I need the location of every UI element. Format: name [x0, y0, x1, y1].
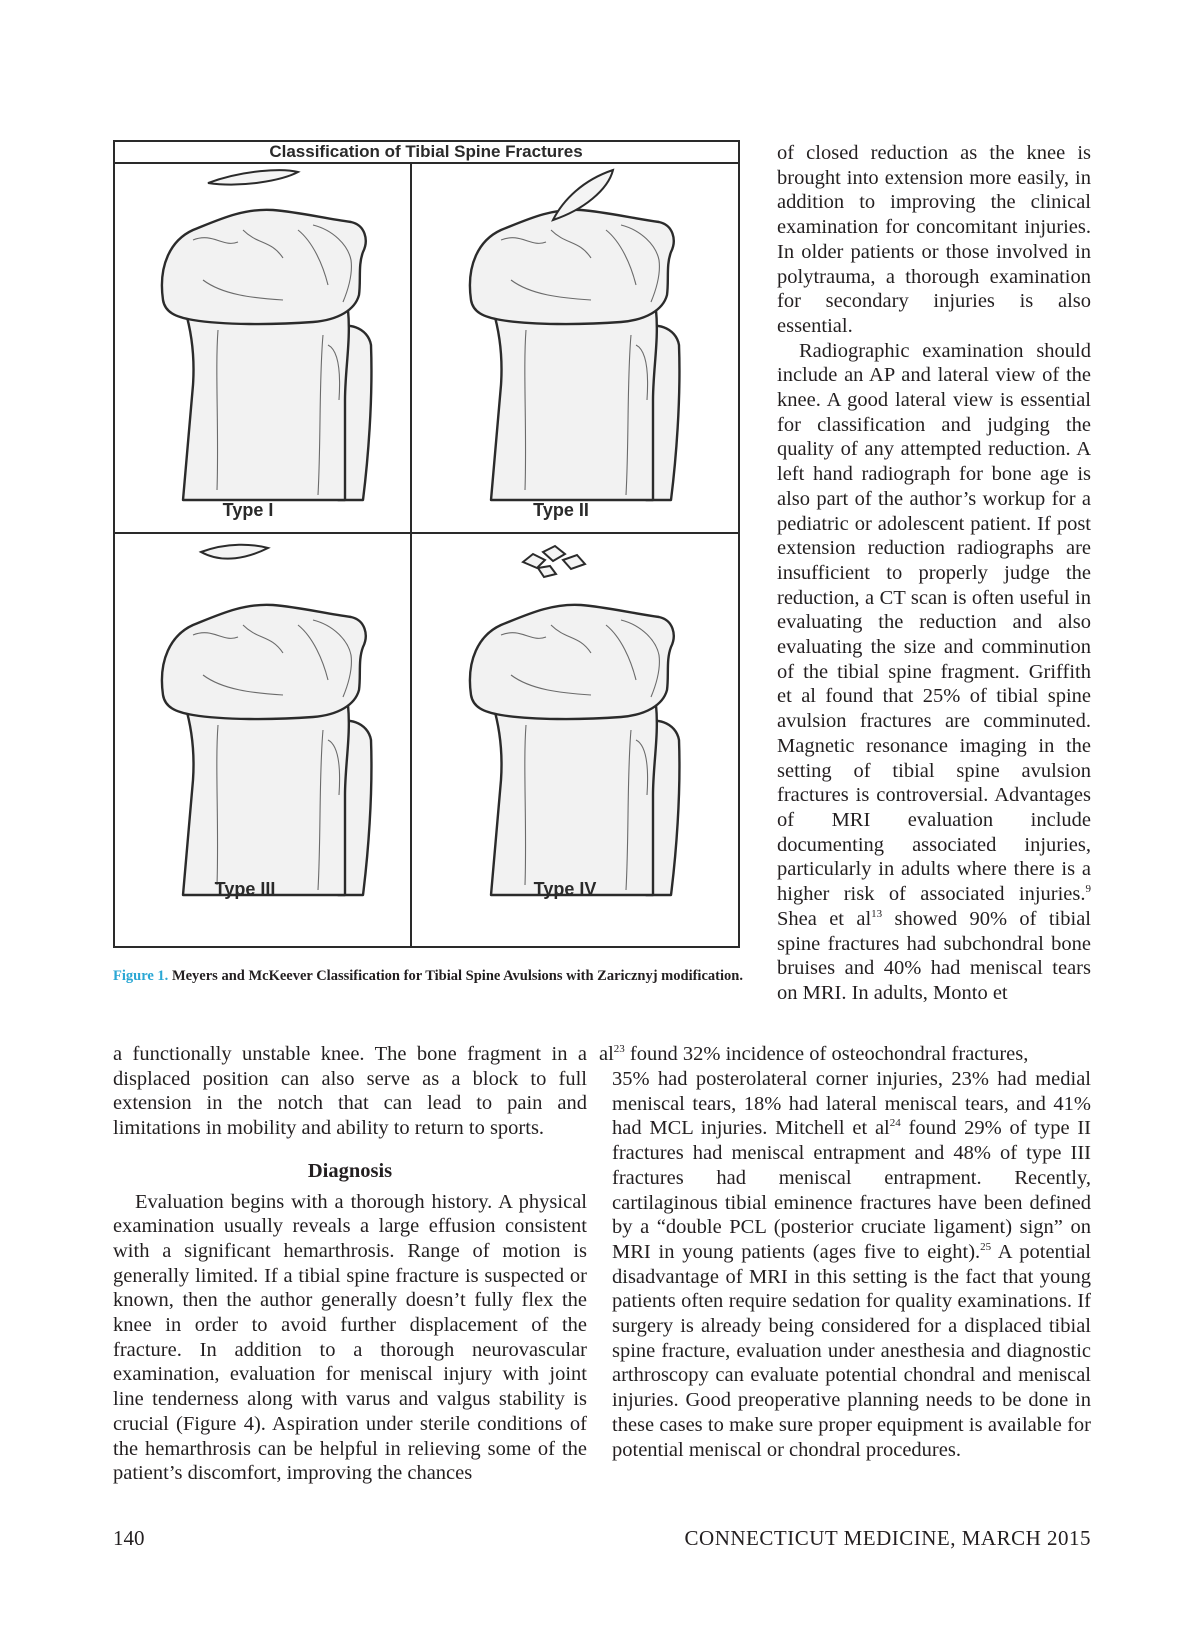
- paragraph-evaluation: Evaluation begins with a thorough history. A physical examination usually reveals a large effusion consistent with a significant hemarthrosis. Range of motion is generally limited. If a tibial spine fracture is suspected or known, then the author generally doesn’t fully flex the knee in order to avoid further displacement of the fracture. In addition to a thorough neurovascular examination, evaluation for meniscal injury with joint line tenderness along with varus and valgus stability is crucial (Figure 4). Aspiration under sterile conditions of the hemarthrosis can be helpful in relieving some of the patient’s discomfort, improving the chances: [113, 1190, 587, 1485]
- figure-title: Classification of Tibial Spine Fractures: [269, 142, 583, 161]
- paragraph-shea-continued: showed 90% of tibial spine fractures had subchondral bone bruises and 40% had meniscal tears on MRI. In adults, Monto et: [777, 907, 1091, 1004]
- section-heading-diagnosis: Diagnosis: [307, 1159, 393, 1182]
- left-column-bottom: [113, 1042, 587, 1486]
- paragraph-shea-text: Shea et al: [777, 907, 872, 930]
- monto-incidence-text: found 32% incidence of osteochondral fractures,: [624, 1043, 1029, 1065]
- mri-findings-text: 35% had posterolateral corner injuries, 23% had medial meniscal tears, 18% had lateral meniscal tears, and 41% had MCL injuries. Mitchell et al: [612, 1068, 1091, 1140]
- right-column-bottom-first-line: [599, 1042, 1091, 1067]
- figure-caption: [113, 967, 753, 985]
- panel-label-type-iv: Type IV: [533, 879, 597, 899]
- panel-label-type-i: Type I: [222, 500, 274, 520]
- mri-findings-continued: found 29% of type II fractures had meniscal entrapment and 48% of type III fractures had meniscal entrapment. Recently, cartilaginous tibial eminence fractures have been defined by a “double PCL (posterior cruciate ligament) sign” on MRI in young patients (ages five to eight).: [612, 1117, 1091, 1263]
- right-column-top: [777, 141, 1091, 1006]
- page-number: 140: [113, 1526, 145, 1550]
- monto-al: al: [599, 1043, 614, 1065]
- citation-25: 25: [980, 1240, 992, 1253]
- citation-23: 23: [613, 1043, 625, 1055]
- mri-disadvantage-text: A potential disadvantage of MRI in this setting is the fact that young patients often require sedation for quality examinations. If surgery is already being considered for a displaced tibial spine fracture, evaluation under anesthesia and diagnostic arthroscopy can evaluate potential chondral and meniscal injuries. Good preoperative planning needs to be done in these cases to make sure proper equipment is available for potential meniscal or chondral procedures.: [612, 1240, 1091, 1461]
- paragraph-mri-findings: [612, 1067, 1091, 1462]
- citation-9: 9: [1085, 883, 1091, 896]
- figure-caption-text: Meyers and McKeever Classification for Tibial Spine Avulsions with Zaricznyj modification.: [168, 968, 743, 984]
- panel-label-type-ii: Type II: [533, 500, 589, 520]
- panel-label-type-iii: Type III: [214, 879, 276, 899]
- figure-drawing: [113, 140, 740, 949]
- paragraph-radiographic-exam: [777, 339, 1091, 1006]
- paragraph-radiographic-text: Radiographic examination should include an AP and lateral view of the knee. A good lateral view is essential for classification and judging the quality of any attempted reduction. A left hand radiograph for bone age is also part of the author’s workup for a pediatric or adolescent patient. If post extension reduction radiographs are insufficient to properly judge the reduction, a CT scan is often useful in evaluating the reduction and also evaluating the size and comminution of the tibial spine fragment. Griffith et al found that 25% of tibial spine avulsion fractures are comminuted. Magnetic resonance imaging in the setting of tibial spine avulsion fractures is controversial. Advantages of MRI evaluation include documenting associated injuries, particularly in adults where there is a higher risk of associated injuries.: [777, 339, 1091, 906]
- paragraph-unstable-knee: a functionally unstable knee. The bone fragment in a displaced position can also serve as a block to full extension in the notch that can lead to pain and limitations in mobility and ability to return to sports.: [113, 1043, 587, 1140]
- journal-footer: CONNECTICUT MEDICINE, MARCH 2015: [684, 1526, 1091, 1550]
- paragraph-closed-reduction: of closed reduction as the knee is brought into extension more easily, in addition to improving the clinical examination for concomitant injuries. In older patients or those involved in polytrauma, a thorough examination for secondary injuries is also essential.: [777, 142, 1091, 337]
- citation-13: 13: [871, 907, 883, 920]
- citation-24: 24: [889, 1117, 901, 1130]
- right-column-bottom: [612, 1067, 1091, 1462]
- figure-caption-ref: Figure 1.: [113, 968, 169, 984]
- figure-tibial-spine-classification: [113, 140, 740, 949]
